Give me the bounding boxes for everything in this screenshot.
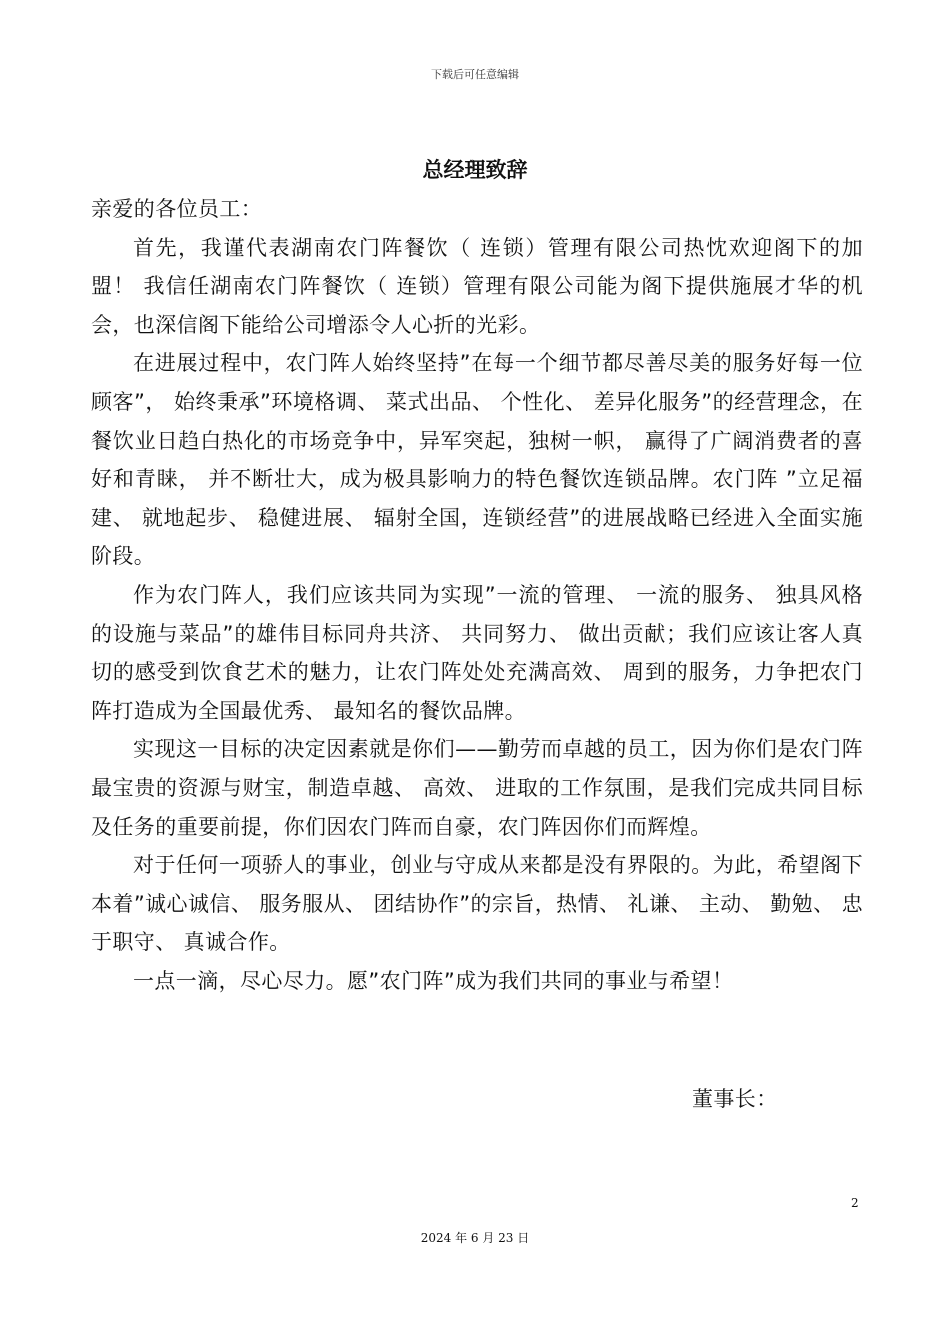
header-note: 下载后可任意编辑 xyxy=(431,68,519,81)
page-number: 2 xyxy=(851,1196,859,1210)
letter-body xyxy=(91,190,863,1000)
paragraph-closing: 一点一滴，尽心尽力。愿”农门阵”成为我们共同的事业与希望！ xyxy=(133,968,734,993)
footer-date: 2024 年 6 月 23 日 xyxy=(420,1231,530,1245)
signature-line: 董事长： xyxy=(692,1087,778,1111)
document-title: 总经理致辞 xyxy=(422,158,528,182)
paragraph-development: 在进展过程中，农门阵人始终坚持”在每一个细节都尽善尽美的服务好每一位顾客”， 始终秉承”环境格调、 菜式出品、 个性化、 差异化服务”的经营理念，在餐饮业日趋白热化的市场竞争中，异军突起，独树一帜， 赢得了广阔消费者的喜好和青睐， 并不断壮大，成为极具影响力的特色餐饮连锁品牌。农门阵 ”立足福建、 就地起步、 稳健进展、 辐射全国，连锁经营”的进展战略已经进入全面实施阶段。 xyxy=(91,351,863,569)
paragraph-welcome: 首先，我谨代表湖南农门阵餐饮（ 连锁）管理有限公司热忱欢迎阁下的加盟！ 我信任湖南农门阵餐饮（ 连锁）管理有限公司能为阁下提供施展才华的机会，也深信阁下能给公司增添令人心折的光彩。 xyxy=(91,235,863,337)
paragraph-employees: 实现这一目标的决定因素就是你们——勤劳而卓越的员工，因为你们是农门阵最宝贵的资源与财宝，制造卓越、 高效、 进取的工作氛围，是我们完成共同目标及任务的重要前提，你们因农门阵而自豪，农门阵因你们而辉煌。 xyxy=(91,737,863,839)
greeting: 亲爱的各位员工： xyxy=(91,197,263,221)
paragraph-goals: 作为农门阵人，我们应该共同为实现”一流的管理、 一流的服务、 独具风格的设施与菜品”的雄伟目标同舟共济、 共同努力、 做出贡献；我们应该让客人真切的感受到饮食艺术的魅力，让农门阵处处充满高效、 周到的服务，力争把农门阵打造成为全国最优秀、 最知名的餐饮品牌。 xyxy=(91,582,863,723)
paragraph-principles: 对于任何一项骄人的事业，创业与守成从来都是没有界限的。为此，希望阁下本着”诚心诚信、 服务服从、 团结协作”的宗旨，热情、 礼谦、 主动、 勤勉、 忠于职守、 真诚合作。 xyxy=(91,853,863,955)
